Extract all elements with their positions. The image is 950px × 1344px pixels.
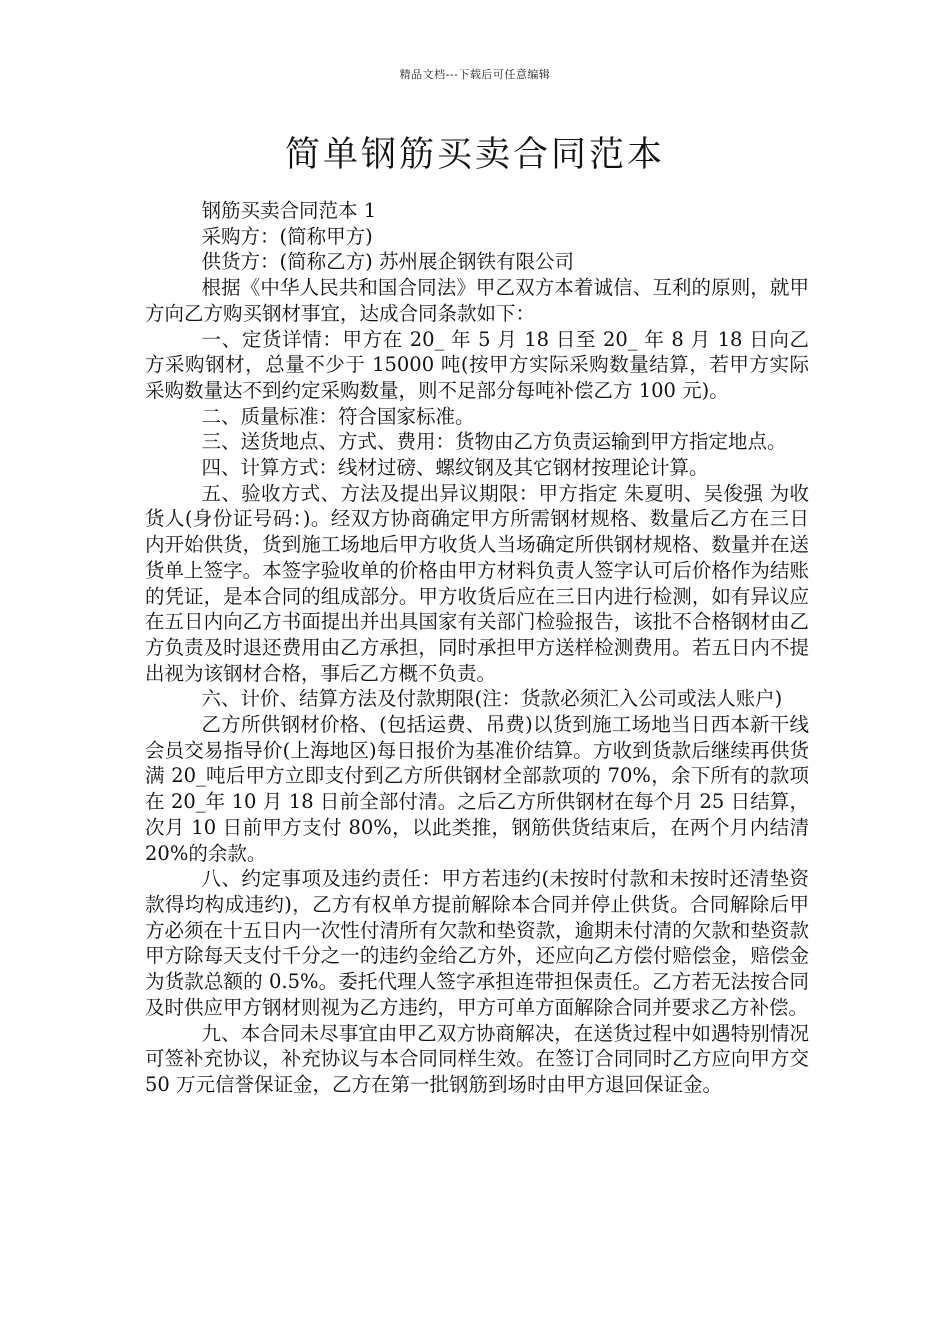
paragraph-contract-sample-heading: 钢筋买卖合同范本 1 (201, 199, 377, 222)
paragraph-preamble: 根据《中华人民共和国合同法》甲乙双方本着诚信、互利的原则，就甲方向乙方购买钢材事宜，达成合同条款如下： (145, 276, 809, 325)
paragraph-clause-3-delivery: 三、送货地点、方式、费用：货物由乙方负责运输到甲方指定地点。 (201, 430, 787, 454)
paragraph-clause-1-order-details: 一、定货详情：甲方在 20_ 年 5 月 18 日至 20_ 年 8 月 18 日向乙方采购钢材，总量不少于 15000 吨(按甲方实际采购数量结算，若甲方实际采购数量达不到约定采购数量，则不足部分每吨补偿乙方 100 元)。 (145, 327, 809, 402)
paragraph-pricing-details: 乙方所供钢材价格、(包括运费、吊费)以货到施工场地当日西本新干线会员交易指导价(上海地区)每日报价为基准价结算。方收到货款后继续再供货满 20_吨后甲方立即支付到乙方所供钢材全部款项的 70%，余下所有的款项在 20_年 10 月 18 日前全部付清。之后乙方所供钢材在每个月 25 日结算，次月 10 日前甲方支付 80%，以此类推，钢筋供货结束后，在两个月内结清 20%的余款。 (145, 713, 809, 865)
page-header-note: 精品文档---下载后可任意编辑 (399, 68, 551, 81)
paragraph-clause-8-liability: 八、约定事项及违约责任：甲方若违约(未按时付款和未按时还清垫资款得均构成违约)，乙方有权单方提前解除本合同并停止供货。合同解除后甲方必须在十五日内一次性付清所有欠款和垫资款，逾期未付清的欠款和垫资款甲方除每天支付千分之一的违约金给乙方外，还应向乙方偿付赔偿金，赔偿金为货款总额的 0.5%。委托代理人签字承担连带担保责任。乙方若无法按合同及时供应甲方钢材则视为乙方违约，甲方可单方面解除合同并要求乙方补偿。 (145, 867, 809, 1019)
paragraph-clause-9-misc: 九、本合同未尽事宜由甲乙双方协商解决，在送货过程中如遇特别情况可签补充协议，补充协议与本合同同样生效。在签订合同同时乙方应向甲方交 50 万元信誉保证金，乙方在第一批钢筋到场时由甲方退回保证金。 (145, 1021, 809, 1096)
document-title: 简单钢筋买卖合同范本 (284, 135, 665, 175)
paragraph-clause-6-pricing: 六、计价、结算方法及付款期限(注：货款必须汇入公司或法人账户) (201, 687, 783, 711)
paragraph-supplier: 供货方：(简称乙方) 苏州展企钢铁有限公司 (201, 250, 574, 274)
paragraph-clause-5-acceptance: 五、验收方式、方法及提出异议期限：甲方指定 朱夏明、吴俊强 为收货人(身份证号码：)。经双方协商确定甲方所需钢材规格、数量后乙方在三日内开始供货，货到施工场地后甲方收货人当场确定所供钢材规格、数量并在送货单上签字。本签字验收单的价格由甲方材料负责人签字认可后价格作为结账的凭证，是本合同的组成部分。甲方收货后应在三日内进行检测，如有异议应在五日内向乙方书面提出并出具国家有关部门检验报告，该批不合格钢材由乙方负责及时退还费用由乙方承担，同时承担甲方送样检测费用。若五日内不提出视为该钢材合格，事后乙方概不负责。 (145, 481, 809, 685)
paragraph-clause-4-calculation: 四、计算方式：线材过磅、螺纹钢及其它钢材按理论计算。 (201, 456, 709, 480)
paragraph-buyer: 采购方：(简称甲方) (201, 224, 373, 248)
document-body (145, 198, 809, 1098)
paragraph-clause-2-quality: 二、质量标准：符合国家标准。 (201, 404, 475, 428)
